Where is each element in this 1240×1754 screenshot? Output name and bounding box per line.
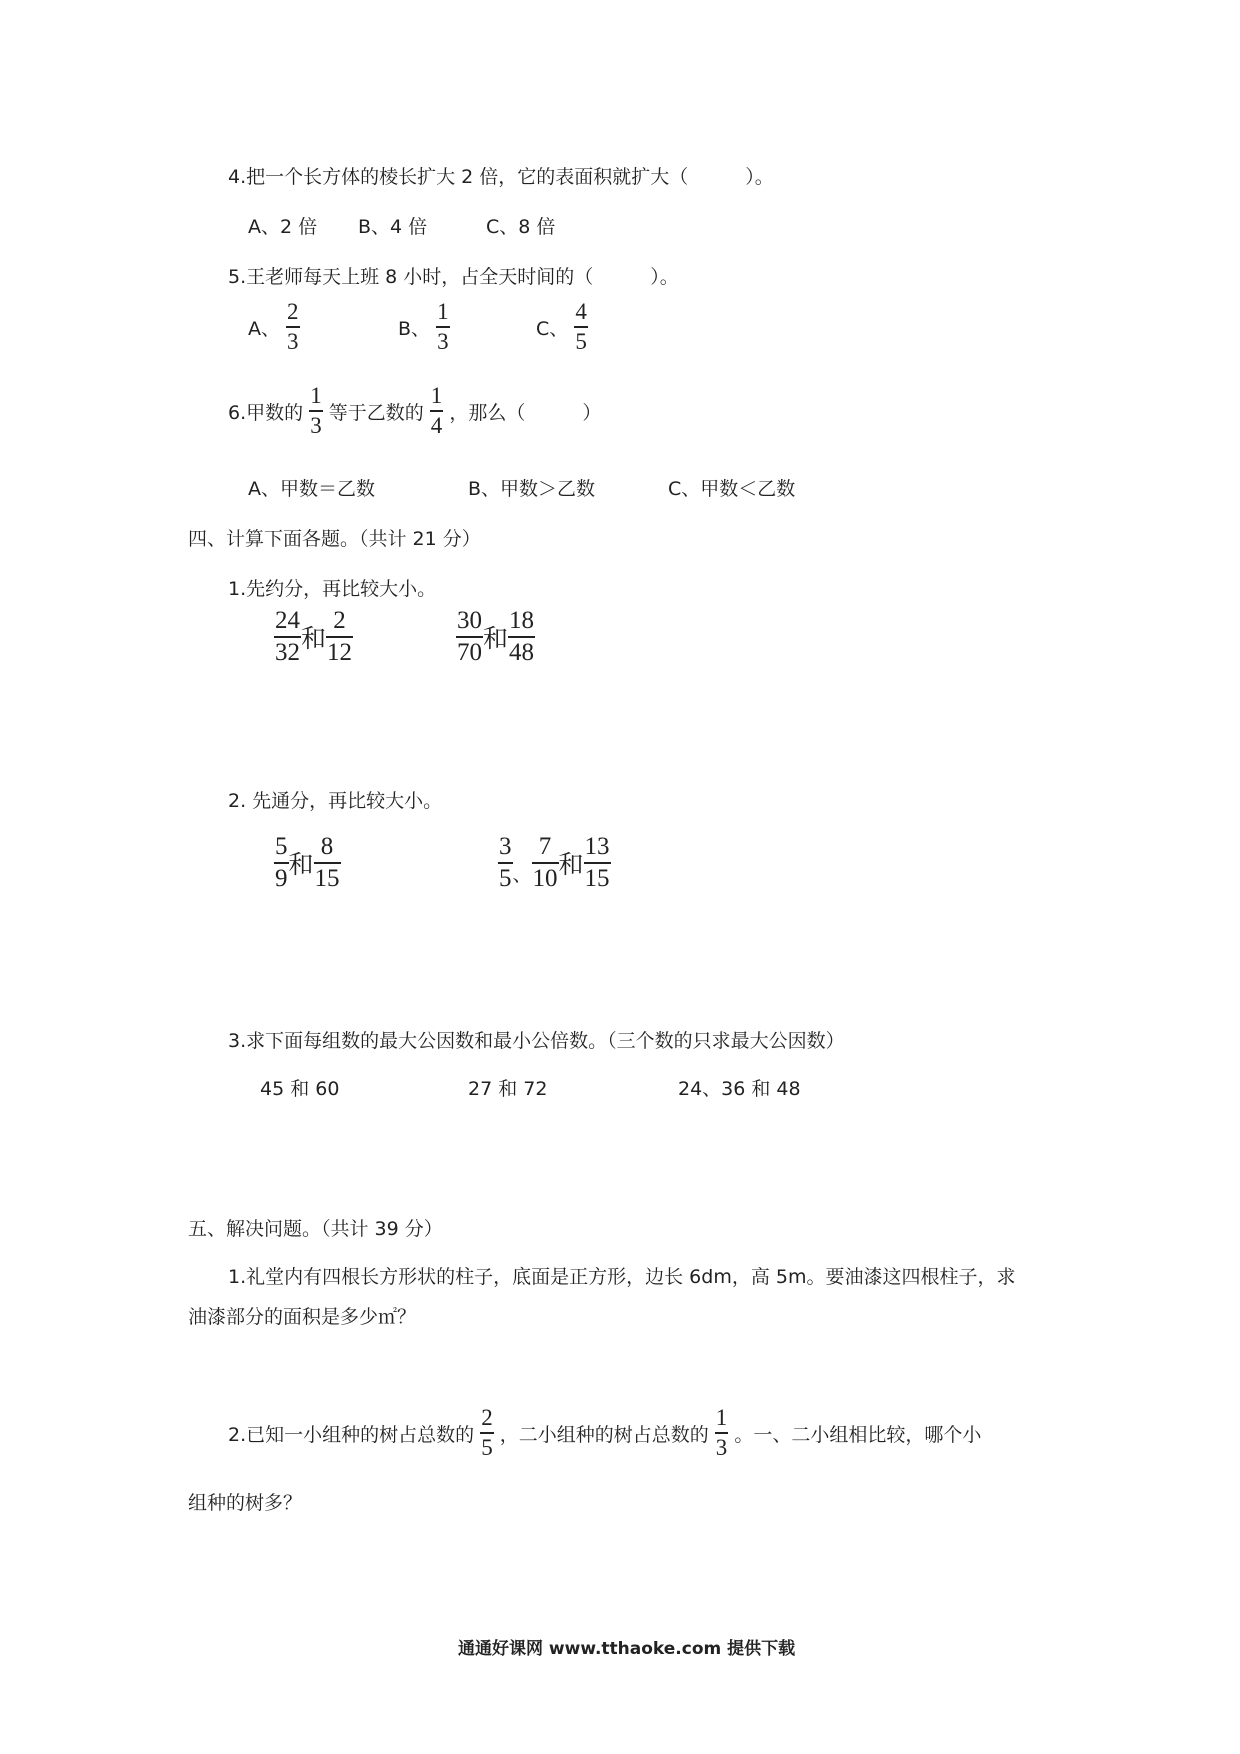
q6-part3: ，那么（ ）	[449, 401, 602, 424]
fraction-numerator: 1	[430, 383, 443, 408]
section5-heading: 五、解决问题。（共计 39 分）	[188, 1218, 443, 1240]
s4-q3-group1: 45 和 60	[260, 1078, 340, 1100]
footer-credit: 通通好课网 www.tthaoke.com 提供下载	[458, 1639, 796, 1659]
q5-option-c-label: C、	[536, 317, 569, 340]
fraction-numerator: 2	[333, 607, 346, 634]
q6-option-a: A、甲数＝乙数	[248, 478, 375, 500]
fraction-numerator: 5	[275, 833, 288, 860]
fraction-denominator: 5	[574, 326, 588, 354]
s5-q1-line1: 1.礼堂内有四根长方形状的柱子，底面是正方形，边长 6dm，高 5m。要油漆这四根柱子，求	[228, 1266, 1016, 1288]
s5-q2-part2: ，二小组种的树占总数的	[499, 1423, 709, 1446]
fraction-numerator: 8	[320, 833, 334, 860]
s4-q1-text: 1.先约分，再比较大小。	[228, 578, 437, 600]
fraction-denominator: 10	[532, 862, 559, 892]
fraction-numerator: 4	[575, 299, 587, 324]
q6-fraction-2	[430, 384, 444, 438]
fraction-denominator: 48	[508, 636, 535, 666]
s4-q2-pair1	[274, 834, 341, 893]
q6-fraction-1	[309, 384, 323, 438]
and-word: 和	[288, 852, 314, 880]
s5-q1-line2: 油漆部分的面积是多少㎡？	[188, 1306, 417, 1328]
q6-part1: 6.甲数的	[228, 401, 304, 424]
q4-option-c: C、8 倍	[486, 216, 556, 238]
s5-q2-fraction-2	[715, 1406, 729, 1460]
s4-q2-pair2	[498, 834, 611, 893]
s4-q1-pair1	[274, 608, 353, 667]
fraction	[498, 834, 513, 893]
fraction-denominator: 5	[498, 862, 513, 892]
q6-option-b: B、甲数＞乙数	[468, 478, 596, 500]
q5-option-a-label: A、	[248, 317, 280, 340]
q5-text: 5.王老师每天上班 8 小时，占全天时间的（ ）。	[228, 266, 679, 288]
fraction-denominator: 3	[715, 1432, 729, 1460]
fraction-numerator: 1	[310, 383, 322, 408]
fraction	[274, 608, 301, 667]
fraction-denominator: 5	[480, 1432, 494, 1460]
q5-option-c	[536, 300, 588, 354]
fraction	[584, 834, 611, 893]
fraction-numerator: 24	[275, 607, 300, 634]
q5-option-c-fraction	[574, 300, 588, 354]
q6-option-c: C、甲数＜乙数	[668, 478, 796, 500]
q5-option-a-fraction	[286, 300, 300, 354]
fraction-numerator: 1	[715, 1405, 728, 1430]
fraction-denominator: 3	[309, 410, 323, 438]
fraction-denominator: 70	[456, 636, 483, 666]
s5-q2-part1: 2.已知一小组种的树占总数的	[228, 1423, 475, 1446]
fraction	[508, 608, 535, 667]
separator: 、	[512, 863, 532, 886]
q5-option-b-label: B、	[398, 317, 431, 340]
fraction-denominator: 15	[584, 862, 611, 892]
fraction-denominator: 15	[314, 862, 341, 892]
fraction-numerator: 1	[437, 299, 449, 324]
fraction-numerator: 7	[538, 833, 552, 860]
s4-q3-text: 3.求下面每组数的最大公因数和最小公倍数。（三个数的只求最大公因数）	[228, 1030, 845, 1052]
fraction	[326, 608, 353, 667]
fraction-denominator: 32	[274, 636, 301, 666]
fraction	[314, 834, 341, 893]
fraction-numerator: 2	[481, 1405, 493, 1430]
s4-q3-group3: 24、36 和 48	[678, 1078, 801, 1100]
s4-q2-text: 2. 先通分，再比较大小。	[228, 790, 443, 812]
s5-q2-line1	[228, 1406, 981, 1460]
fraction-numerator: 30	[457, 607, 482, 634]
fraction-denominator: 3	[436, 326, 450, 354]
fraction-numerator: 2	[287, 299, 299, 324]
s5-q2-line2: 组种的树多？	[188, 1492, 303, 1514]
q6-part2: 等于乙数的	[328, 401, 424, 424]
q4-option-b: B、4 倍	[358, 216, 428, 238]
q5-option-b	[398, 300, 450, 354]
fraction-denominator: 4	[430, 410, 444, 438]
q4-text: 4.把一个长方体的棱长扩大 2 倍，它的表面积就扩大（ ）。	[228, 166, 774, 188]
fraction	[532, 834, 559, 893]
q6-line	[228, 384, 601, 438]
s4-q3-group2: 27 和 72	[468, 1078, 548, 1100]
and-word: 和	[301, 626, 327, 654]
and-word: 和	[558, 852, 584, 880]
fraction-numerator: 13	[584, 833, 610, 860]
q4-option-a: A、2 倍	[248, 216, 318, 238]
and-word: 和	[483, 626, 509, 654]
fraction-numerator: 18	[509, 607, 535, 634]
fraction	[274, 834, 289, 893]
q5-option-b-fraction	[436, 300, 450, 354]
fraction-denominator: 3	[286, 326, 300, 354]
s5-q2-part3: 。一、二小组相比较，哪个小	[734, 1423, 982, 1446]
section4-heading: 四、计算下面各题。（共计 21 分）	[188, 528, 481, 550]
fraction-denominator: 9	[274, 862, 289, 892]
fraction	[456, 608, 483, 667]
fraction-numerator: 3	[499, 833, 512, 860]
s4-q1-pair2	[456, 608, 535, 667]
q5-option-a	[248, 300, 300, 354]
s5-q2-fraction-1	[480, 1406, 494, 1460]
fraction-denominator: 12	[326, 636, 353, 666]
